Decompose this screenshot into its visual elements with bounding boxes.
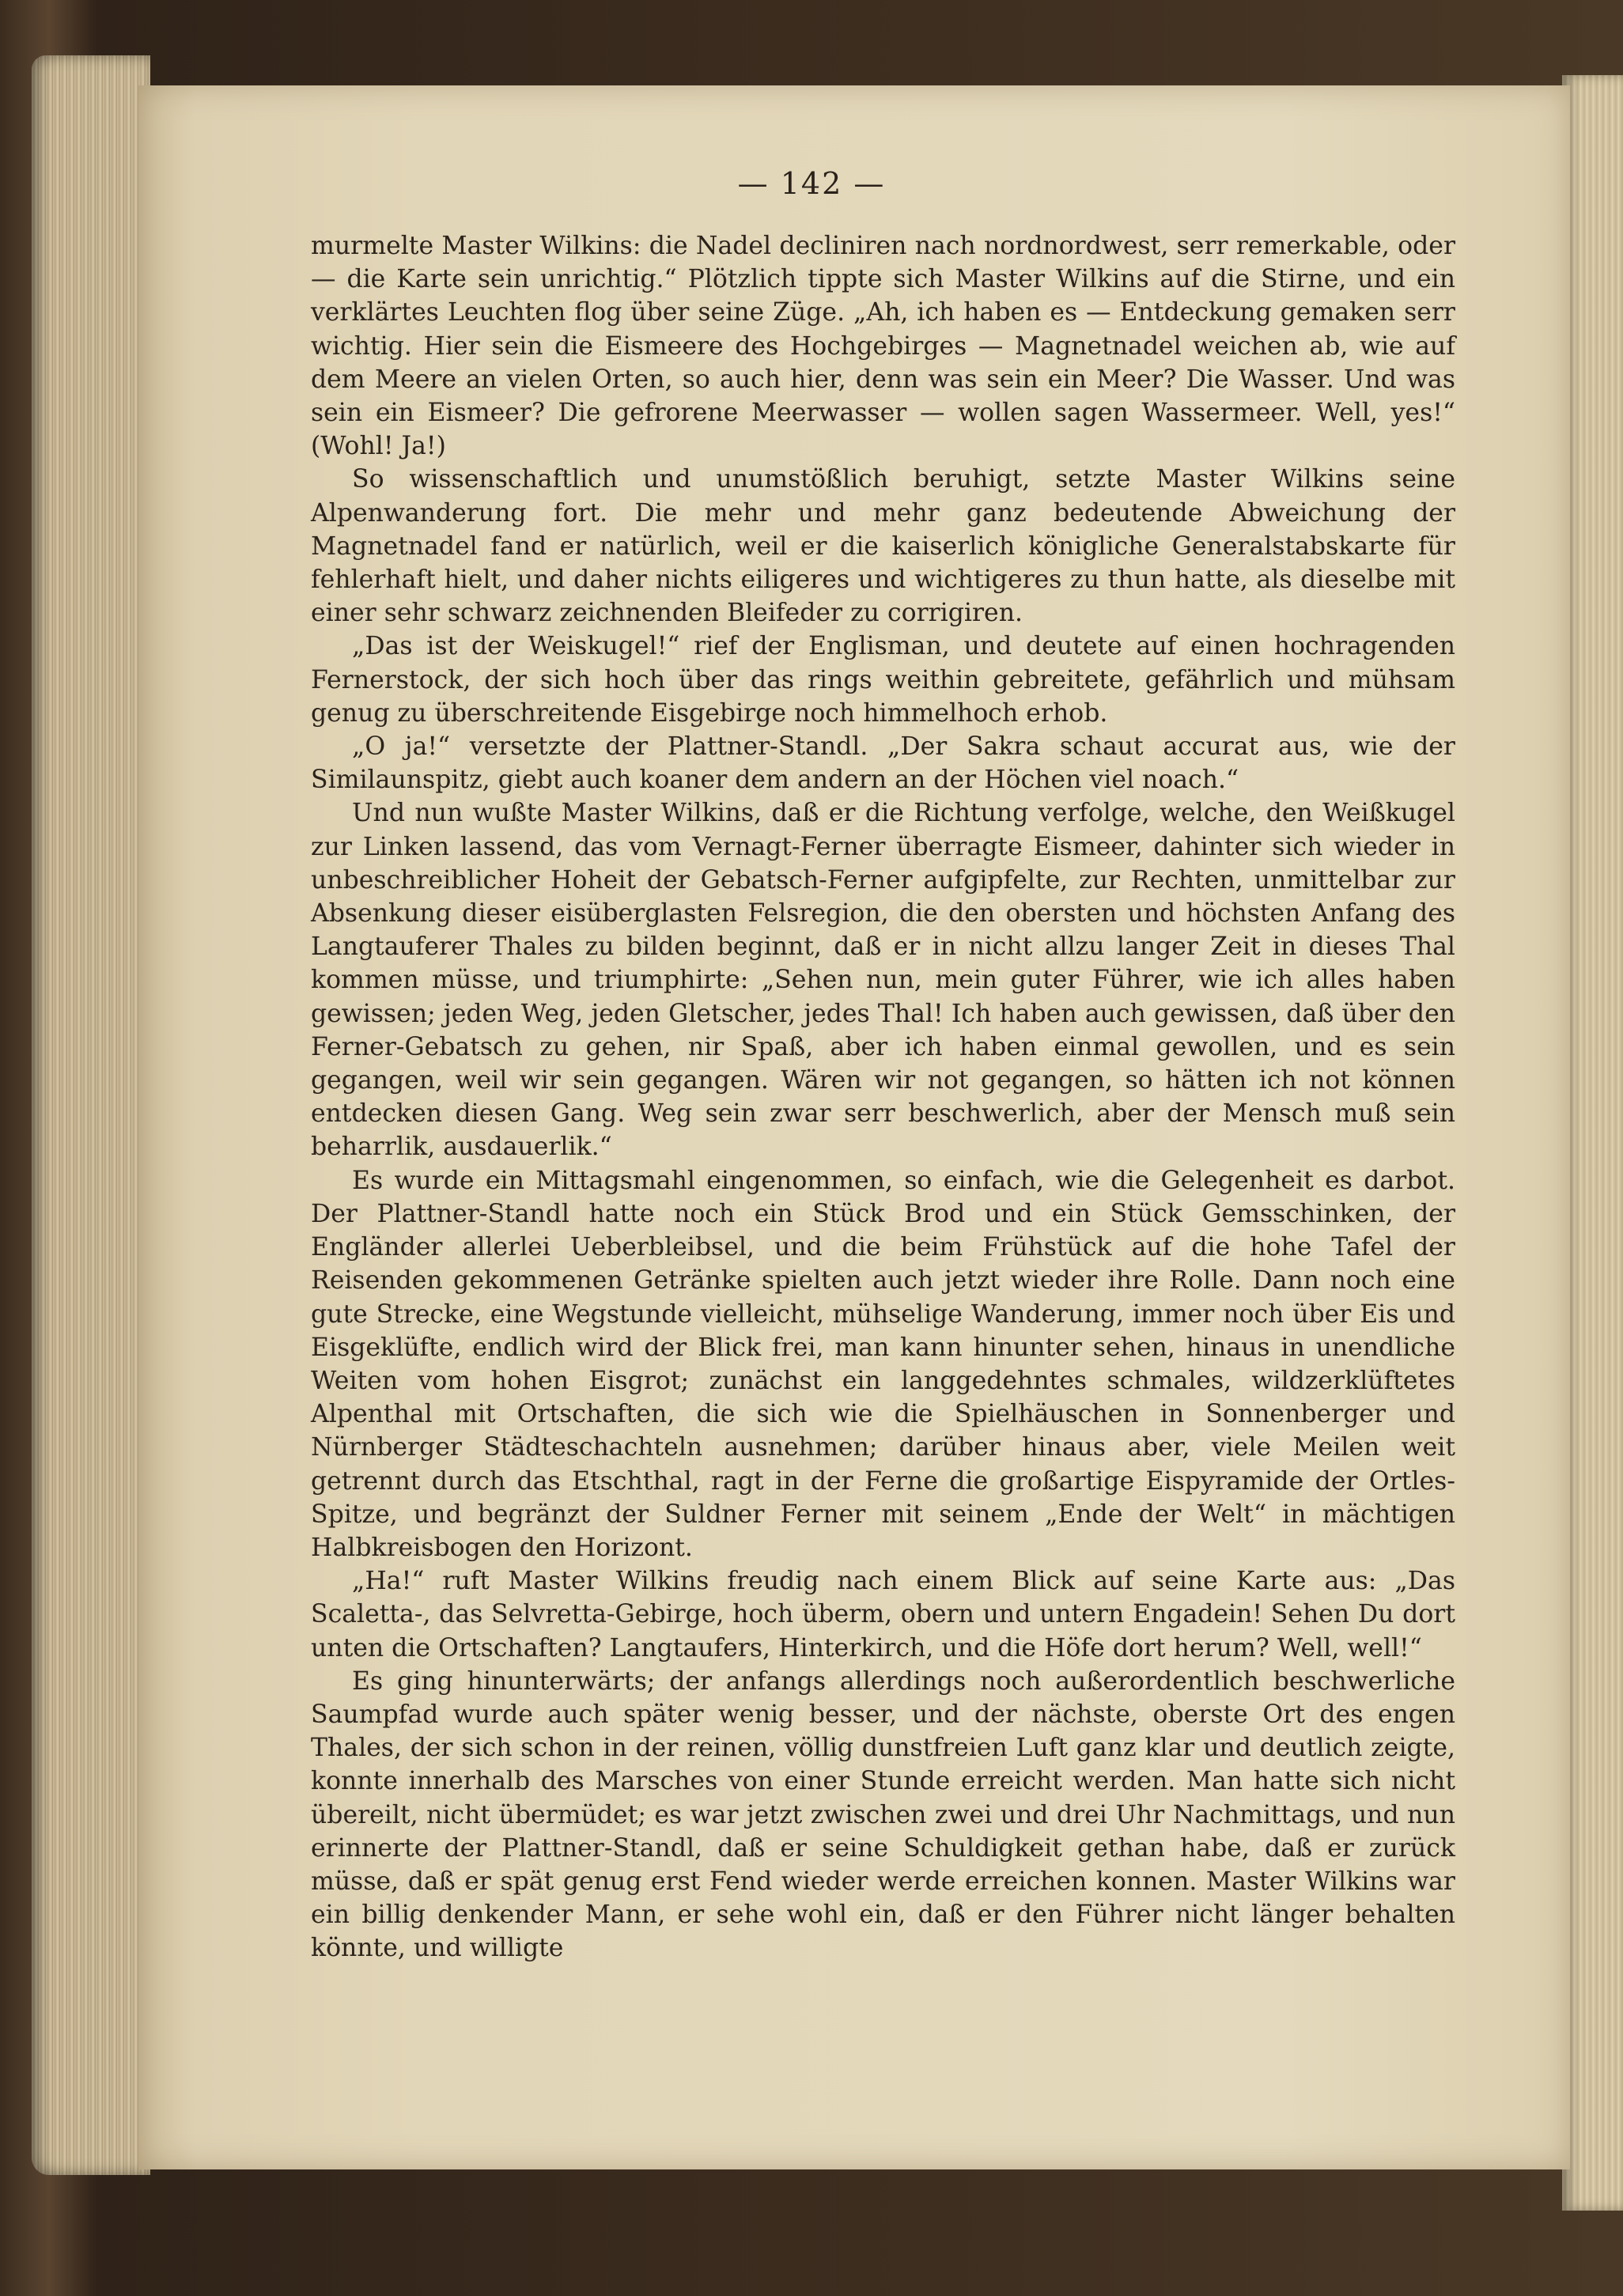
paragraph: „Das ist der Weiskugel!“ rief der Englisman, und deutete auf einen hochragenden Fernerstock, der sich hoch über das rings weithin gebreitete, gefährlich und mühsam genug zu überschreitende Eisgebirge noch himmelhoch erhob. — [311, 632, 1455, 728]
paragraph: „Ha!“ ruft Master Wilkins freudig nach einem Blick auf seine Karte aus: „Das Scaletta-, das Selvretta-Gebirge, hoch überm, obern und untern Engadein! Sehen Du dort unten die Ortschaften? Langtaufers, Hinterkirch, und die Höfe dort herum? Well, well!“ — [311, 1567, 1455, 1662]
paragraph: Und nun wußte Master Wilkins, daß er die Richtung verfolge, welche, den Weißkugel zur Linken lassend, das vom Vernagt-Ferner überragte Eismeer, dahinter sich wieder in unbeschreiblicher Hoheit der Gebatsch-Ferner aufgipfelte, zur Rechten, unmittelbar zur Absenkung dieser eisüberglasten Felsregion, die den obersten und höchsten Anfang des Langtauferer Thales zu bilden beginnt, daß er in nicht allzu langer Zeit in dieses Thal kommen müsse, und triumphirte: „Sehen nun, mein guter Führer, wie ich alles haben gewissen; jeden Weg, jeden Gletscher, jedes Thal! Ich haben auch gewissen, daß über den Ferner-Gebatsch zu gehen, nir Spaß, aber ich haben einmal gewollen, und es sein gegangen, weil wir sein gegangen. Wären wir not gegangen, so hätten ich not können entdecken diesen Gang. Weg sein zwar serr beschwerlich, aber der Mensch muß sein beharrlik, ausdauerlik.“ — [311, 799, 1455, 1162]
book-fore-edge-right — [1562, 75, 1623, 2211]
page-number: — 142 — — [737, 166, 886, 201]
paragraph: murmelte Master Wilkins: die Nadel decliniren nach nordnordwest, serr remerkable, oder — die Karte sein unrichtig.“ Plötzlich tippte sich Master Wilkins auf die Stirne, und ein verklärtes Leuchten flog über seine Züge. „Ah, ich haben es — Entdeckung gemaken serr wichtig. Hier sein die Eismeere des Hochgebirges — Magnetnadel weichen ab, wie auf dem Meere an vielen Orten, so auch hier, denn was sein ein Meer? Die Wasser. Und was sein ein Eismeer? Die gefrorene Meerwasser — wollen sagen Wassermeer. Well, yes!“ (Wohl! Ja!) — [311, 232, 1455, 461]
book-fore-edge-left — [32, 55, 150, 2175]
body-text — [311, 229, 1455, 1965]
paragraph: Es wurde ein Mittagsmahl eingenommen, so einfach, wie die Gelegenheit es darbot. Der Plattner-Standl hatte noch ein Stück Brod und ein Stück Gemsschinken, der Engländer allerlei Ueberbleibsel, und die beim Frühstück auf die hohe Tafel der Reisenden gekommenen Getränke spielten auch jetzt wieder ihre Rolle. Dann noch eine gute Strecke, eine Wegstunde vielleicht, mühselige Wanderung, immer noch über Eis und Eisgeklüfte, endlich wird der Blick frei, man kann hinunter sehen, hinaus in unendliche Weiten vom hohen Eisgrot; zunächst ein langgedehntes schmales, wildzerklüftetes Alpenthal mit Ortschaften, die sich wie die Spielhäuschen in Sonnenberger und Nürnberger Städteschachteln ausnehmen; darüber hinaus aber, viele Meilen weit getrennt durch das Etschthal, ragt in der Ferne die großartige Eispyramide der Ortles-Spitze, und begränzt der Suldner Ferner mit seinem „Ende der Welt“ in mächtigen Halbkreisbogen den Horizont. — [311, 1166, 1455, 1562]
paragraph: Es ging hinunterwärts; der anfangs allerdings noch außerordentlich beschwerliche Saumpfad wurde auch später wenig besser, und der nächste, oberste Ort des engen Thales, der sich schon in der reinen, völlig dunstfreien Luft ganz klar und deutlich zeigte, konnte innerhalb des Marsches von einer Stunde erreicht werden. Man hatte sich nicht übereilt, nicht übermüdet; es war jetzt zwischen zwei und drei Uhr Nachmittags, und nun erinnerte der Plattner-Standl, daß er seine Schuldigkeit gethan habe, daß er zurück müsse, daß er spät genug erst Fend wieder werde erreichen konnen. Master Wilkins war ein billig denkender Mann, er sehe wohl ein, daß er den Führer nicht länger behalten könnte, und willigte — [311, 1666, 1455, 1963]
paragraph: So wissenschaftlich und unumstößlich beruhigt, setzte Master Wilkins seine Alpenwanderung fort. Die mehr und mehr ganz bedeutende Abweichung der Magnetnadel fand er natürlich, weil er die kaiserlich königliche Generalstabskarte für fehlerhaft hielt, und daher nichts eiligeres und wichtigeres zu thun hatte, als dieselbe mit einer sehr schwarz zeichnenden Bleifeder zu corrigiren. — [311, 465, 1455, 628]
paragraph: „O ja!“ versetzte der Plattner-Standl. „Der Sakra schaut accurat aus, wie der Similaunspitz, giebt auch koaner dem andern an der Höchen viel noach.“ — [311, 732, 1455, 795]
